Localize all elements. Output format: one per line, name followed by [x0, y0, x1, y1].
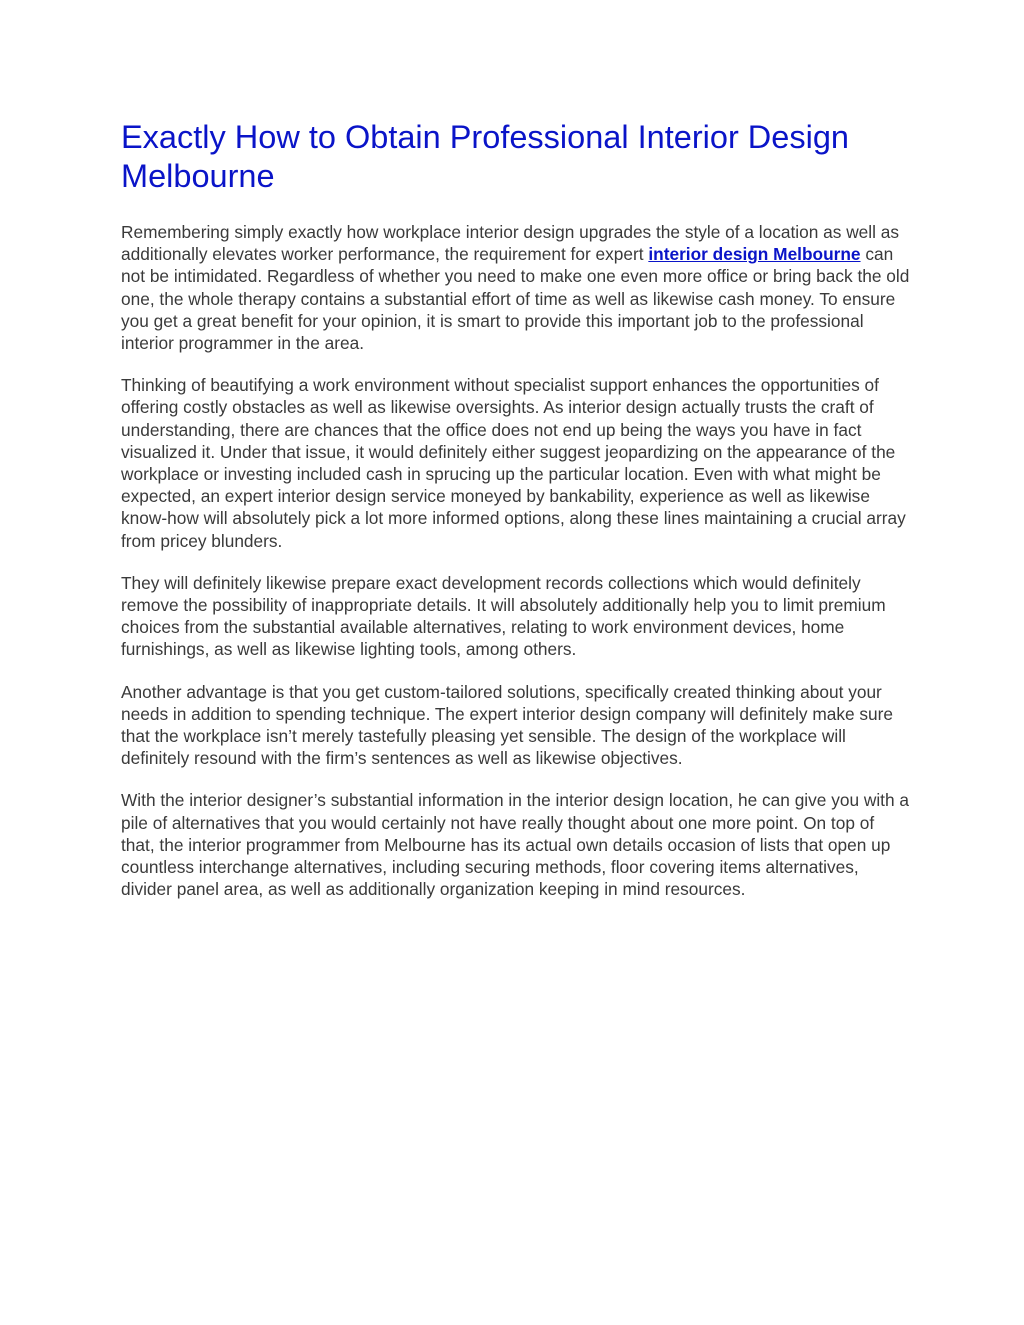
- paragraph-1-text-after-link: can not be intimidated. Regardless of whether you need to make one even more office or bring back the old one, the whole therapy contains a substantial effort of time as well as likewise cash money. To ensure you get a great benefit for your opinion, it is smart to provide this important job to the professional interior programmer in the area.: [121, 244, 910, 354]
- paragraph-2: Thinking of beautifying a work environment without specialist support enhances the opportunities of offering costly obstacles as well as likewise oversights. As interior design actually trusts the craft of understanding, there are chances that the office does not end up being the ways you have in fact visualized it. Under that issue, it would definitely either suggest jeopardizing on the appearance of the workplace or investing included cash in sprucing up the particular location. Even with what might be expected, an expert interior design service moneyed by bankability, experience as well as likewise know-how will absolutely pick a lot more informed options, along these lines maintaining a crucial array from pricey blunders.: [121, 375, 906, 551]
- document-page: [121, 118, 911, 900]
- paragraph-3: They will definitely likewise prepare exact development records collections which would definitely remove the possibility of inappropriate details. It will absolutely additionally help you to limit premium choices from the substantial available alternatives, relating to work environment devices, home furnishings, as well as likewise lighting tools, among others.: [121, 572, 886, 660]
- paragraph-4: Another advantage is that you get custom-tailored solutions, specifically created thinking about your needs in addition to spending technique. The expert interior design company will definitely make sure that the workplace isn’t merely tastefully pleasing yet sensible. The design of the workplace will definitely resound with the firm’s sentences as well as likewise objectives.: [121, 681, 894, 769]
- interior-design-melbourne-link[interactable]: interior design Melbourne: [648, 244, 861, 265]
- paragraph-5: With the interior designer’s substantial information in the interior design location, he can give you with a pile of alternatives that you would certainly not have really thought about one more point. On top of that, the interior programmer from Melbourne has its actual own details occasion of lists that open up countless interchange alternatives, including securing methods, floor covering items alternatives, divider panel area, as well as additionally organization keeping in mind resources.: [121, 790, 910, 900]
- paragraph-1-text-before-link: Remembering simply exactly how workplace interior design upgrades the style of a location as well as additionally elevates worker performance, the requirement for expert: [121, 222, 900, 265]
- paragraph-1: [121, 221, 911, 354]
- page-title: Exactly How to Obtain Professional Interior Design Melbourne: [121, 119, 849, 194]
